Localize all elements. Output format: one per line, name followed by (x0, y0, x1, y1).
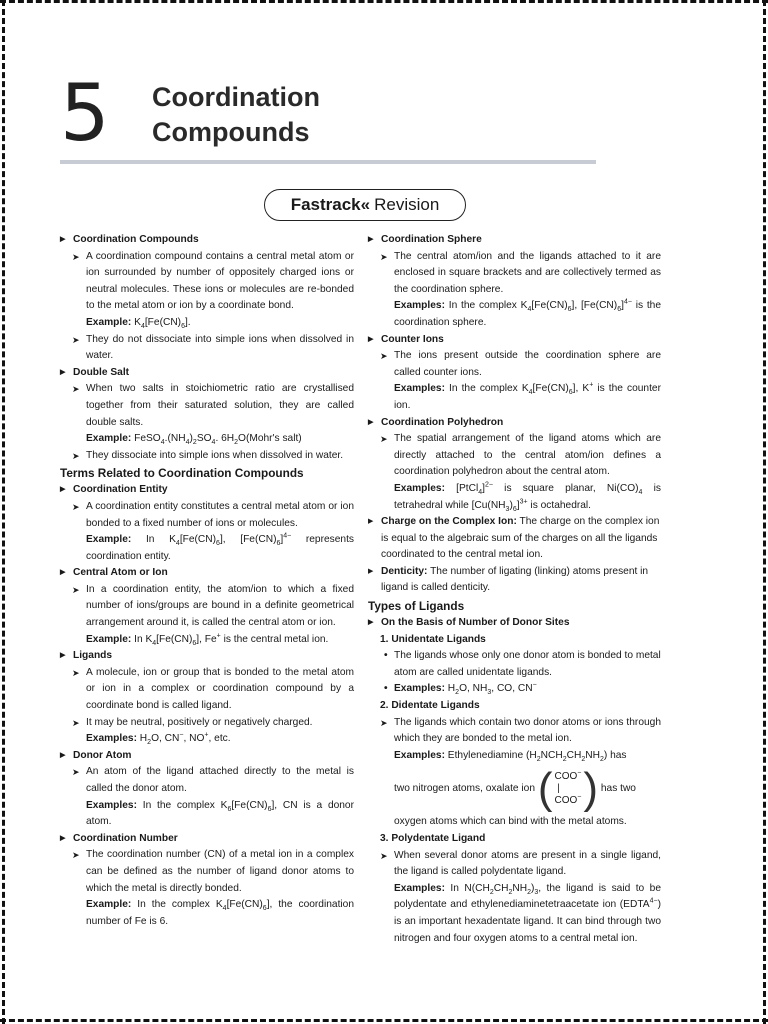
list-item: ➤ A molecule, ion or group that is bonded to the metal atom or ion in a complex or coordination compound by a coordinate bond is called ligand. (60, 665, 354, 715)
list-item: ➤ When several donor atoms are present in a single ligand, the ligand is called polydentate ligand. Examples: In $N(CH_2CH_2NH_2)_3$, the ligand is said to be polydentate and ethylenediaminetetraacetate ion $(EDTA^{4-})$ is an important hexadentate ligand. It can bind through two nitrogen and four oxygen atoms to a central metal ion. (368, 848, 661, 948)
list-item: ➤ The ions present outside the coordination sphere are called counter ions. Examples: In the complex $K_4[Fe(CN)_6]$, K+ is the counter ion. (368, 348, 661, 414)
section-heading: ▶ Ligands (60, 648, 354, 665)
list-item: ➤ The spatial arrangement of the ligand atoms which are directly attached to the central atom/ion defines a coordination polyhedron about the central atom. Examples: [PtCl$_4$]$^{2-}$ is square planar, $Ni(CO)_4$ is tetrahedral while $[Cu(NH_3)_6]^{3+}$ is octahedral. (368, 431, 661, 514)
section-heading: ▶ Coordination Entity (60, 482, 354, 499)
numbered-heading: 3. Polydentate Ligand (380, 833, 486, 844)
section-heading: ▶ Coordination Compounds (60, 232, 354, 249)
list-item: ➤ They dissociate into simple ions when dissolved in water. (60, 448, 354, 465)
charge-paragraph: ▶ Charge on the Complex Ion: The charge on the complex ion is equal to the algebraic sum of the charges on all the ligands coordinated to the central metal ion. (368, 514, 661, 564)
list-item: ➤ It may be neutral, positively or negatively charged. Examples: $H_2O$, CN−, NO+, etc. (60, 715, 354, 748)
list-item: ➤ A coordination entity constitutes a central metal atom or ion bonded to a fixed number of ions or molecules. Example: In $K_4[Fe(CN)_6]$, $[Fe(CN)_6]^{4-}$ represents coordination entity. (60, 499, 354, 565)
fastrack-revision-badge (264, 189, 466, 221)
section-heading: ▶ Donor Atom (60, 748, 354, 765)
list-item: ➤ When two salts in stoichiometric ratio are crystallised together from their saturated solution, they are called double salts. Example: $FeSO_4.(NH_4)_2SO_4$. $6H_2O(Mohr's$ salt) (60, 381, 354, 447)
chapter-title (152, 80, 320, 150)
subheading: Terms Related to Coordination Compounds (60, 466, 304, 481)
list-item: ➤ In a coordination entity, the atom/ion to which a fixed number of ions/groups are bound in a definite geometrical arrangement around it, is called the central atom or ion. Example: In $K_4[Fe(CN)_6]$, Fe+ is the central metal ion. (60, 582, 354, 648)
list-item: • Examples: $H_2O$, $NH_3$, CO, CN− (368, 681, 661, 698)
section-heading: ▶ On the Basis of Number of Donor Sites (368, 615, 661, 632)
list-item: ➤ A coordination compound contains a central metal atom or ion surrounded by number of oppositely charged ions or neutral molecules. These ions or molecules are re-bonded to the metal atom or ion by a coordinate bond. Example: $K_4[Fe(CN)_6]$. (60, 249, 354, 332)
chapter-number: 5 (60, 69, 110, 159)
left-column (60, 232, 354, 930)
numbered-heading: 2. Didentate Ligands (380, 700, 480, 712)
page-border-right (763, 0, 766, 1024)
right-column (368, 232, 661, 947)
page-border-top (0, 0, 768, 3)
list-item-continued: oxygen atoms which can bind with the metal atoms. (394, 816, 627, 828)
subheading: Types of Ligands (368, 599, 465, 614)
section-heading: ▶ Coordination Sphere (368, 232, 661, 249)
chapter-title-line2: Compounds (152, 117, 310, 147)
list-item: ➤ The coordination number (CN) of a metal ion in a complex can be defined as the number of ligand donor atoms to which the metal is directly bonded. Example: In the complex $K_4[Fe(CN)_6]$, the coordination number of Fe is 6. (60, 847, 354, 930)
page-border-bottom (0, 1019, 768, 1022)
badge-label: Revision (374, 195, 440, 214)
list-item: ➤ The ligands which contain two donor atoms or ions through which they are bonded to the metal ion. Examples: Ethylenediamine $(H_2NCH_2CH_2NH_2)$ has (368, 715, 661, 765)
numbered-heading: 1. Unidentate Ligands (380, 633, 486, 645)
section-heading: ▶ Coordination Number (60, 831, 354, 848)
page-border-left (2, 0, 5, 1024)
section-heading: ▶ Central Atom or Ion (60, 565, 354, 582)
list-item: ➤ The central atom/ion and the ligands attached to it are enclosed in square brackets and are collectively termed as the coordination sphere. Examples: In the complex $K_4[Fe(CN)_6]$, $[Fe(CN)_6]^{4-}$ is the coordination sphere. (368, 249, 661, 332)
chapter-title-line1: Coordination (152, 82, 320, 112)
list-item: • The ligands whose only one donor atom is bonded to metal atom are called unidentate ligands. (368, 648, 661, 681)
section-heading: ▶ Counter Ions (368, 332, 661, 349)
list-item: ➤ An atom of the ligand attached directly to the metal is called the donor atom. Examples: In the complex $K_6[Fe(CN)_6]$, CN is a donor atom. (60, 764, 354, 830)
section-heading: ▶ Double Salt (60, 365, 354, 382)
title-divider (60, 160, 596, 164)
list-item: ➤ They do not dissociate into simple ions when dissolved in water. (60, 332, 354, 365)
denticity-paragraph: ▶ Denticity: The number of ligating (linking) atoms present in ligand is called denticity. (368, 564, 661, 597)
section-heading: ▶ Coordination Polyhedron (368, 415, 661, 432)
badge-brand: Fastrack« (290, 195, 371, 214)
oxalate-formula: two nitrogen atoms, oxalate ion ( COO− | COO− ) has two (394, 764, 636, 814)
